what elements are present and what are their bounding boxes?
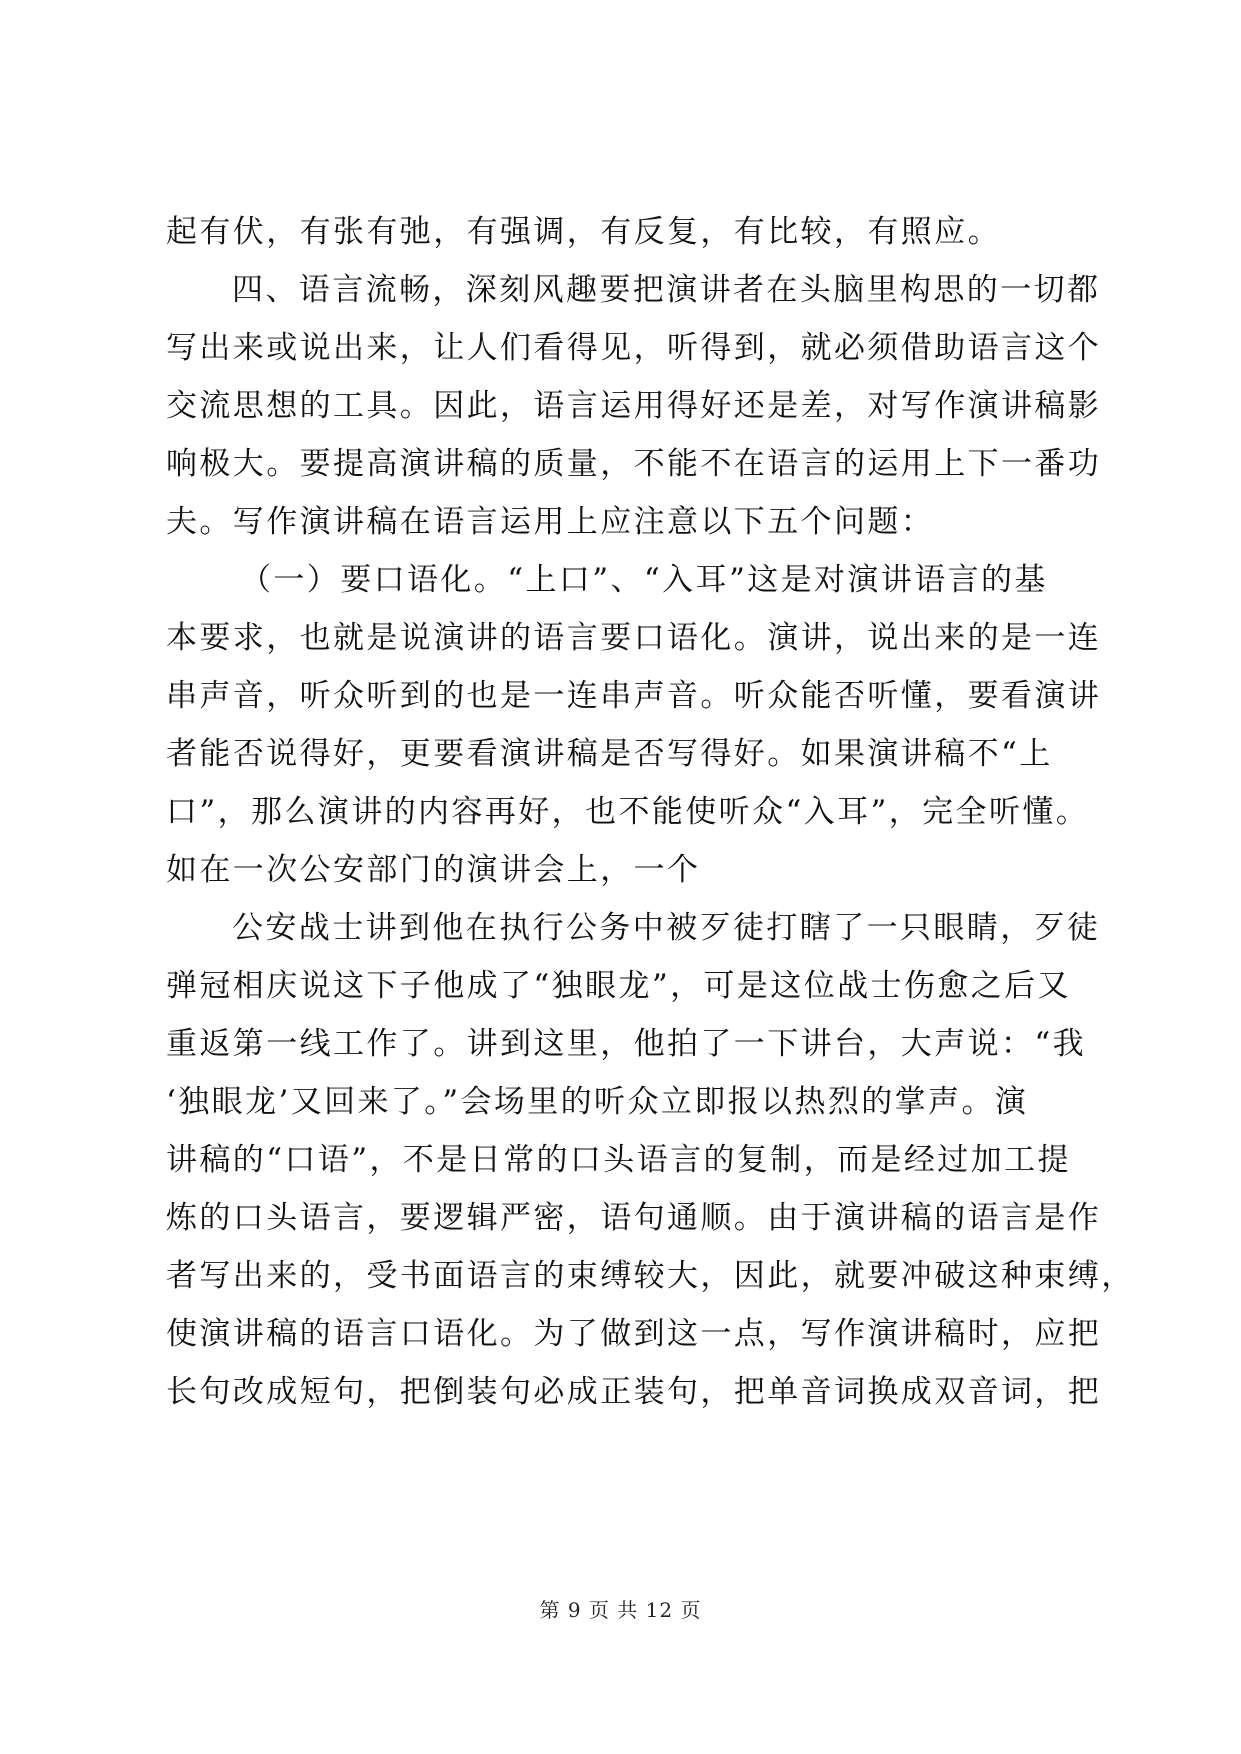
text-line: 响极大。要提高演讲稿的质量，不能不在语言的运用上下一番功 xyxy=(166,446,1102,482)
text-line: 重返第一线工作了。讲到这里，他拍了一下讲台，大声说：“我 xyxy=(166,1026,1087,1062)
text-line: 公安战士讲到他在执行公务中被歹徒打瞎了一只眼睛，歹徒 xyxy=(232,910,1101,946)
text-line: 使演讲稿的语言口语化。为了做到这一点，写作演讲稿时，应把 xyxy=(166,1316,1102,1352)
text-line: 炼的口头语言，要逻辑严密，语句通顺。由于演讲稿的语言是作 xyxy=(166,1200,1102,1236)
text-line: ‘独眼龙’又回来了。”会场里的听众立即报以热烈的掌声。演 xyxy=(166,1084,1029,1120)
text-line: 串声音，听众听到的也是一连串声音。听众能否听懂，要看演讲 xyxy=(166,678,1102,714)
text-line: 者写出来的，受书面语言的束缚较大，因此，就要冲破这种束缚， xyxy=(166,1258,1135,1294)
text-line: 讲稿的“口语”，不是日常的口头语言的复制，而是经过加工提 xyxy=(166,1142,1071,1178)
text-line: 弹冠相庆说这下子他成了“独眼龙”，可是这位战士伤愈之后又 xyxy=(166,968,1071,1004)
text-line: （一）要口语化。“上口”、“入耳”这是对演讲语言的基 xyxy=(240,562,1048,598)
text-line: 如在一次公安部门的演讲会上，一个 xyxy=(166,852,701,888)
text-line: 者能否说得好，更要看演讲稿是否写得好。如果演讲稿不“上 xyxy=(166,736,1053,772)
text-line: 四、语言流畅，深刻风趣要把演讲者在头脑里构思的一切都 xyxy=(232,272,1101,308)
text-line: 交流思想的工具。因此，语言运用得好还是差，对写作演讲稿影 xyxy=(166,388,1102,424)
page-footer: 第 9 页 共 12 页 xyxy=(539,1598,702,1622)
text-line: 长句改成短句，把倒装句必成正装句，把单音词换成双音词，把 xyxy=(166,1374,1102,1410)
text-line: 写出来或说出来，让人们看得见，听得到，就必须借助语言这个 xyxy=(166,330,1102,366)
text-line: 口”，那么演讲的内容再好，也不能使听众“入耳”，完全听懂。 xyxy=(166,794,1090,830)
text-line: 夫。写作演讲稿在语言运用上应注意以下五个问题： xyxy=(166,504,935,540)
text-line: 起有伏，有张有弛，有强调，有反复，有比较，有照应。 xyxy=(166,214,1001,250)
text-line: 本要求，也就是说演讲的语言要口语化。演讲，说出来的是一连 xyxy=(166,620,1102,656)
